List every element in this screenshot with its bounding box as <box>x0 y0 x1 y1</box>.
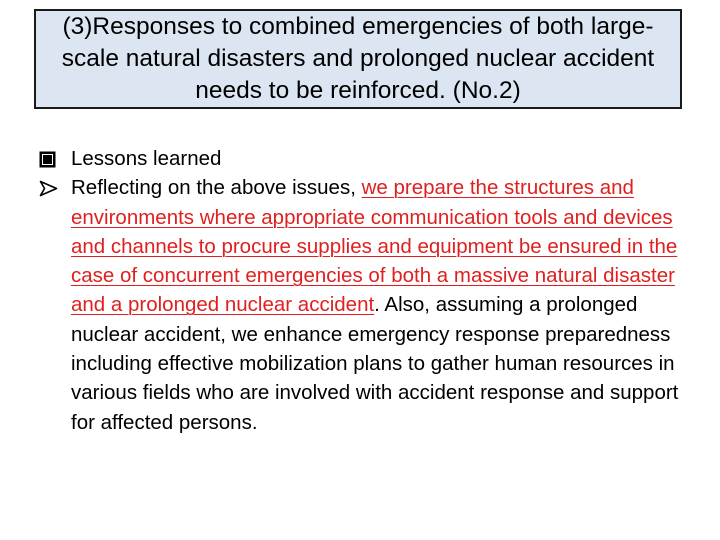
body-text-highlight: we prepare the structures and environments where appropriate communication tools and devices and channels to procure supplies and equipment be ensured in the case of concurrent emergencies of both a massive natural disaster and a prolonged nuclear accident <box>71 176 678 317</box>
slide-title-box <box>34 9 682 109</box>
body-text-intro: Reflecting on the above issues, <box>71 176 362 200</box>
square-bullet-icon <box>37 144 61 173</box>
lessons-learned-label: Lessons learned <box>71 147 222 170</box>
lessons-learned-bullet <box>37 144 687 173</box>
lessons-body-bullet <box>37 173 687 437</box>
slide-title: (3)Responses to combined emergencies of both large-scale natural disasters and prolonged nuclear accident needs to be reinforced. (No.2) <box>61 13 655 104</box>
arrow-bullet-icon <box>37 173 61 202</box>
slide-content <box>37 144 687 437</box>
body-text-rest: . Also, assuming a prolonged nuclear accident, we enhance emergency response preparedness including effective mobilization plans to gather human resources in various fields who are involved with accident response and support for affected persons. <box>71 293 679 434</box>
